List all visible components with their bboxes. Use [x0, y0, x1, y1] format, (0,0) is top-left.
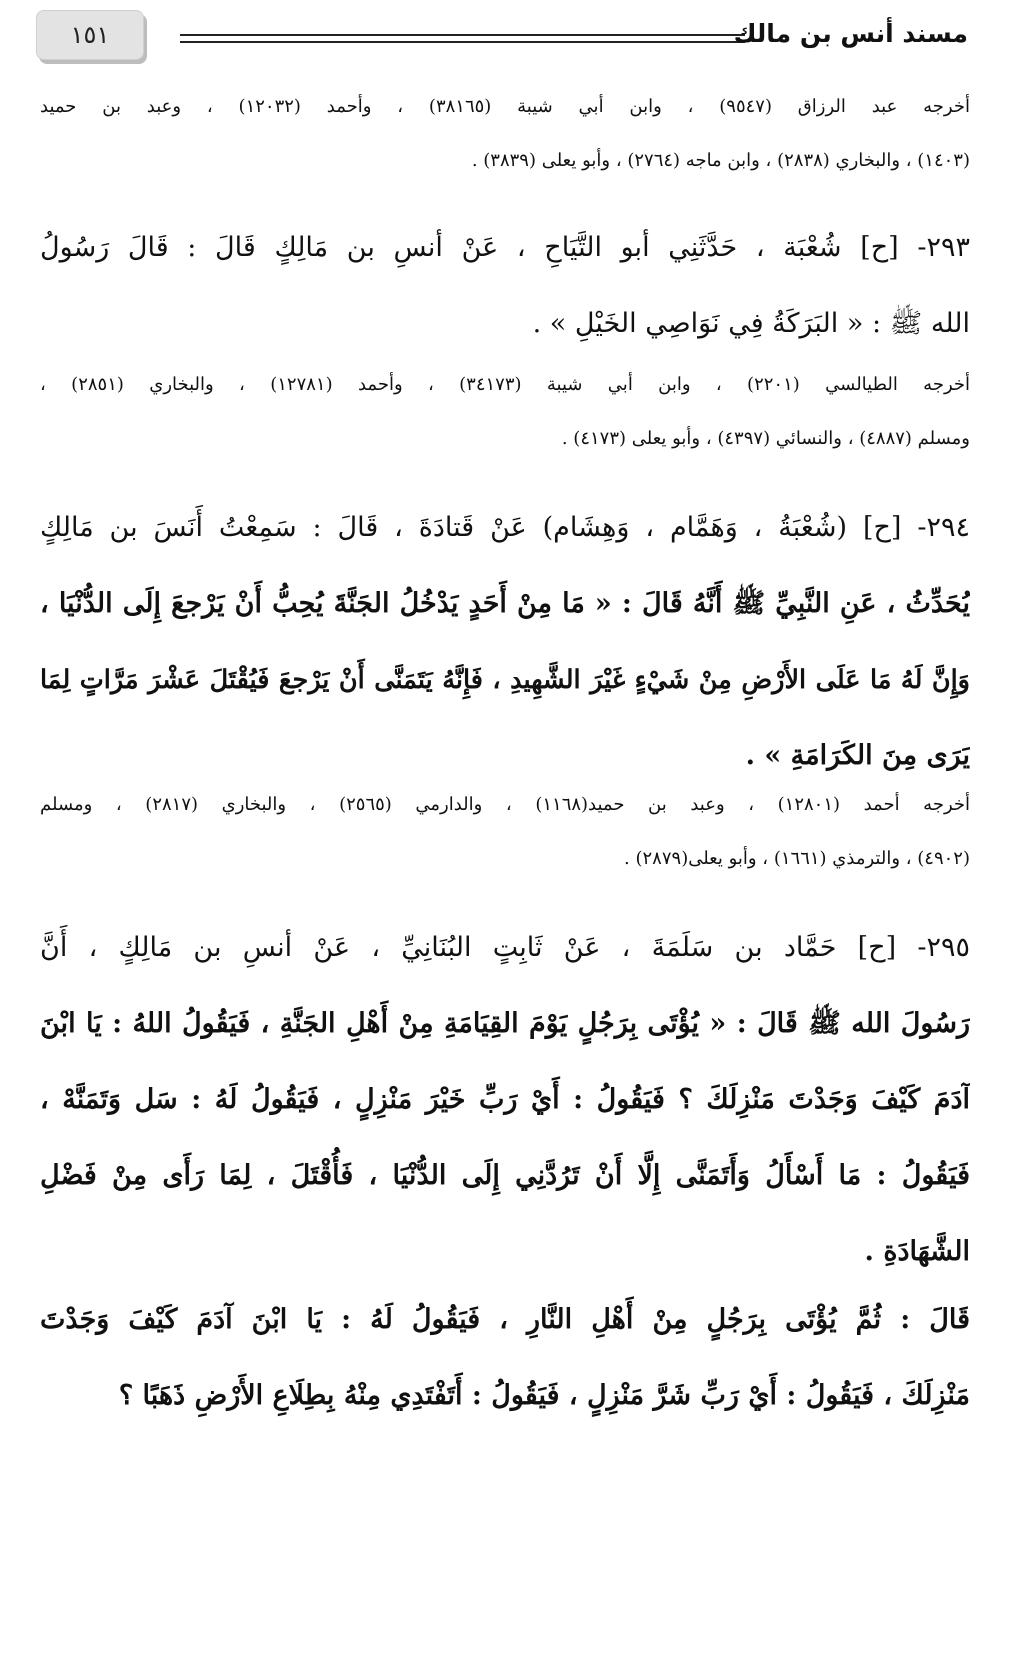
- text-line: (١٤٠٣) ، والبخاري (٢٨٣٨) ، وابن ماجه (٢٧٦٤) ، وأبو يعلى (٣٨٣٩) .: [471, 150, 970, 171]
- text-line: رَسُولَ الله ﷺ قَالَ : « يُؤْتَى بِرَجُلٍ يَوْمَ القِيَامَةِ مِنْ أَهْلِ الجَنَّةِ ، فَيَقُولُ اللهُ : يَا ابْنَ: [40, 1008, 970, 1039]
- header-rule: [180, 34, 745, 43]
- text-line: الشَّهَادَةِ .: [864, 1236, 970, 1267]
- footnote-block: [40, 778, 970, 886]
- text-line: (٤٩٠٢) ، والترمذي (١٦٦١) ، وأبو يعلى(٢٨٧٩) .: [624, 848, 970, 869]
- text-line: فَيَقُولُ : مَا أَسْأَلُ وَأَتَمَنَّى إِلَّا أَنْ تَرُدَّنِي إِلَى الدُّنْيَا ، فَأُقْتَلَ ، لِمَا رَأَى مِنْ فَضْلِ: [40, 1160, 970, 1191]
- footnote-block: [40, 358, 970, 466]
- text-line: يَرَى مِنَ الكَرَامَةِ » .: [745, 740, 970, 771]
- footnote-block: [40, 80, 970, 188]
- text-line: وَإِنَّ لَهُ مَا عَلَى الأَرْضِ مِنْ شَيْءٍ غَيْرَ الشَّهِيدِ ، فَإِنَّهُ يَتَمَنَّى أَنْ يَرْجعَ فَيُقْتَلَ عَشْرَ مَرَّاتٍ لِمَا: [40, 665, 970, 695]
- hadith-block: [40, 910, 970, 1290]
- text-line: أخرجه أحمد (١٢٨٠١) ، وعبد بن حميد(١١٦٨) ، والدارمي (٢٥٦٥) ، والبخاري (٢٨١٧) ، ومسلم: [40, 794, 970, 815]
- text-line: ٢٩٤- [ح] (شُعْبَةُ ، وَهَمَّام ، وَهِشَام) عَنْ قَتادَةَ ، قَالَ : سَمِعْتُ أَنَسَ بن مَالِكٍ: [40, 512, 970, 543]
- page-header: [36, 6, 968, 64]
- text-line: ٢٩٣- [ح] شُعْبَة ، حَدَّثَنِي أبو التَّيَاحِ ، عَنْ أنسِ بن مَالِكٍ قَالَ : قَالَ رَسُولُ: [40, 232, 970, 263]
- text-line: ومسلم (٤٨٨٧) ، والنسائي (٤٣٩٧) ، وأبو يعلى (٤١٧٣) .: [561, 428, 970, 449]
- text-line: الله ﷺ : « البَرَكَةُ فِي نَوَاصِي الخَيْلِ » .: [532, 308, 970, 339]
- hadith-block: [40, 1282, 970, 1434]
- text-line: يُحَدِّثُ ، عَنِ النَّبِيِّ ﷺ أَنَّهُ قَالَ : « مَا مِنْ أَحَدٍ يَدْخُلُ الجَنَّةَ يُحِبُّ أَنْ يَرْجعَ إِلَى الدُّنْيَا ،: [40, 588, 970, 619]
- text-line: قَالَ : ثُمَّ يُؤْتَى بِرَجُلٍ مِنْ أَهْلِ النَّارِ ، فَيَقُولُ لَهُ : يَا ابْنَ آدَمَ كَيْفَ وَجَدْتَ: [40, 1304, 970, 1335]
- text-line: أخرجه عبد الرزاق (٩٥٤٧) ، وابن أبي شيبة (٣٨١٦٥) ، وأحمد (١٢٠٣٢) ، وعبد بن حميد: [40, 96, 970, 117]
- text-line: مَنْزِلَكَ ، فَيَقُولُ : أَيْ رَبِّ شَرَّ مَنْزِلٍ ، فَيَقُولُ : أَتَفْتَدِي مِنْهُ بِطِلَاعِ الأَرْضِ ذَهَبًا ؟: [118, 1380, 970, 1411]
- hadith-block: [40, 490, 970, 794]
- running-title: مسند أنس بن مالك: [733, 19, 968, 48]
- hadith-block: [40, 210, 970, 362]
- text-line: آدَمَ كَيْفَ وَجَدْتَ مَنْزِلَكَ ؟ فَيَقُولُ : أَيْ رَبِّ خَيْرَ مَنْزِلٍ ، فَيَقُولُ لَهُ : سَل وَتَمَنَّهْ ،: [40, 1084, 970, 1115]
- text-line: ٢٩٥- [ح] حَمَّاد بن سَلَمَةَ ، عَنْ ثَابِتٍ البُنَانِيِّ ، عَنْ أنسِ بن مَالِكٍ ، أَنَّ: [40, 932, 970, 963]
- text-line: أخرجه الطيالسي (٢٢٠١) ، وابن أبي شيبة (٣٤١٧٣) ، وأحمد (١٢٧٨١) ، والبخاري (٢٨٥١) ،: [40, 374, 970, 395]
- page-number-badge: ١٥١: [36, 10, 144, 60]
